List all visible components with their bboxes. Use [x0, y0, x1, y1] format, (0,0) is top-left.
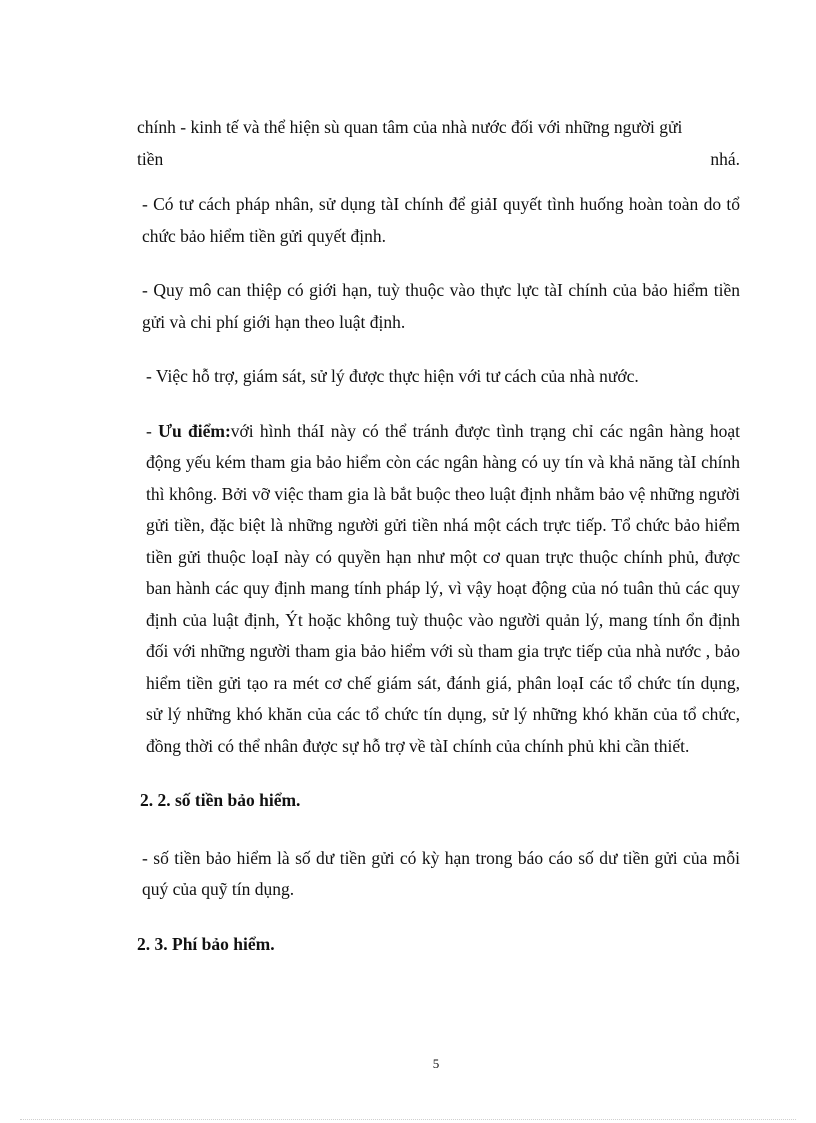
advantages-text: với hình tháI này có thể tránh được tình trạng chỉ các ngân hàng hoạt động yếu kém tham gia bảo hiểm còn các ngân hàng có uy tín và khả năng tàI chính thì không. Bởi vỡ việc tham gia là bắt buộc theo luật định nhằm bảo vệ những người gửi tiền, đặc biệt là những người gửi tiền nhá một cách trực tiếp. Tổ chức bảo hiểm tiền gửi thuộc loạI này có quyền hạn như một cơ quan trực thuộc chính phủ, được ban hành các quy định mang tính pháp lý, vì vậy hoạt động của nó tuân thủ các quy định của luật định, Ýt hoặc không tuỳ thuộc vào người quản lý, mang tính ổn định đối với những người tham gia bảo hiểm với sù tham gia trực tiếp của nhà nước , bảo hiểm tiền gửi tạo ra mét cơ chế giám sát, đánh giá, phân loạI các tổ chức tín dụng, sử lý những khó khăn của các tổ chức tín dụng, sử lý những khó khăn của tổ chức, đồng thời có thể nhân được sự hỗ trợ về tàI chính của chính phủ khi cần thiết. — [146, 420, 740, 756]
paragraph-continuation-line2 — [137, 144, 740, 176]
page-bottom-divider — [20, 1119, 796, 1120]
bullet-legal-entity: - Có tư cách pháp nhân, sử dụng tàI chính để giảI quyết tình huống hoàn toàn do tổ chức bảo hiểm tiền gửi quyết định. — [142, 194, 740, 246]
insured-amount-paragraph: - số tiền bảo hiểm là số dư tiền gửi có kỳ hạn trong báo cáo số dư tiền gửi của mỗi quý của quỹ tín dụng. — [142, 847, 740, 899]
paragraph-continuation — [137, 112, 740, 144]
section-heading-insured-amount: 2. 2. số tiền bảo hiểm. — [140, 790, 301, 810]
page-number: 5 — [432, 1056, 440, 1071]
advantages-dash: - — [146, 420, 159, 441]
paragraph-continuation-line1: chính - kinh tế và thể hiện sù quan tâm của nhà nước đối với những người gửi — [137, 117, 683, 137]
document-body — [137, 112, 740, 986]
section-heading-premium: 2. 3. Phí bảo hiểm. — [137, 933, 275, 954]
advantages-label: Ưu điểm: — [158, 420, 231, 441]
bullet-intervention-scale: - Quy mô can thiệp có giới hạn, tuỳ thuộc vào thực lực tàI chính của bảo hiểm tiền gửi và chi phí giới hạn theo luật định. — [142, 280, 740, 332]
continuation-word-left: tiền — [137, 148, 164, 169]
continuation-word-right: nhá. — [710, 148, 740, 169]
advantages-paragraph — [137, 416, 740, 763]
bullet-state-support: - Việc hỗ trợ, giám sát, sử lý được thực hiện với tư cách của nhà nước. — [146, 366, 639, 386]
